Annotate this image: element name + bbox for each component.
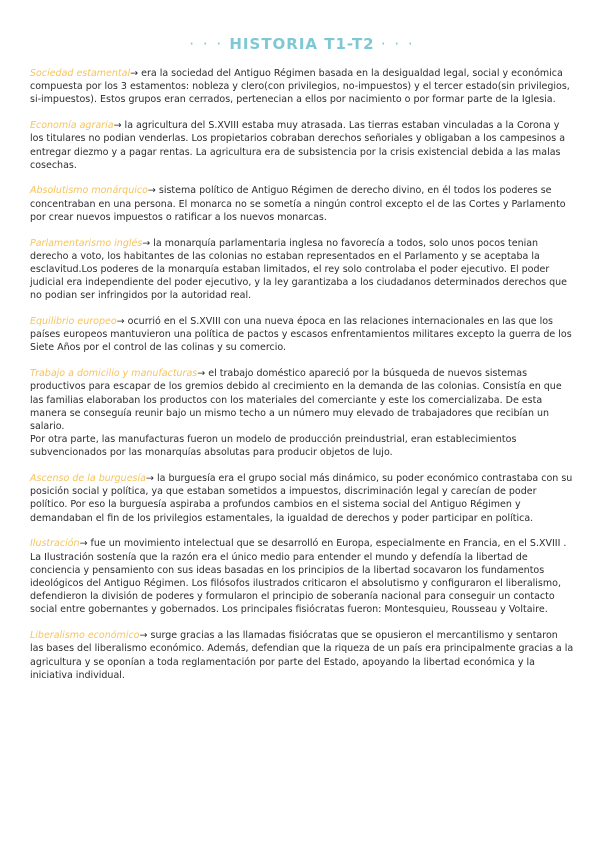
section-economia-agraria bbox=[30, 119, 574, 172]
section-text: la monarquía parlamentaria inglesa no favorecía a todos, solo unos pocos tenian derecho a voto, los habitantes de las colonias no estaban representados en el Parlamento y se aceptaba la esclavitud.Los poderes de la monarquía estaban limitados, el rey solo controlaba el poder ejecutivo. El poder judicial era independiente del poder ejecutivo, y la ley garantizaba a los ciudadanos determinados derechos que no podian ser infringidos por la autoridad real. bbox=[30, 237, 568, 302]
title-text: HISTORIA T1-T2 bbox=[229, 35, 375, 53]
section-term: Ascenso de la burguesía bbox=[30, 473, 146, 485]
section-term: Trabajo a domicilio y manufacturas bbox=[30, 368, 198, 380]
section-text: el trabajo doméstico apareció por la búsqueda de nuevos sistemas productivos para escapar de los gremios debido al crecimiento en la demanda de las colonias. Consistía en que las familias elaboraban los productos con los materiales del comerciante y este los comercializaba. De esta manera se conseguía reunir bajo un mismo techo a un número muy elevado de trabajadores que recibían un salario. bbox=[30, 368, 562, 432]
arrow-icon: → bbox=[79, 538, 88, 550]
section-term: Equilibrio europeo bbox=[30, 316, 117, 328]
title-dots-left: · · · bbox=[189, 35, 224, 53]
sections-list bbox=[30, 67, 574, 682]
section-parlamentarismo-ingles bbox=[30, 237, 574, 303]
arrow-icon: → bbox=[113, 120, 122, 132]
section-term: Absolutismo monárquico bbox=[30, 185, 148, 197]
section-term: Parlamentarismo inglés bbox=[30, 237, 143, 249]
section-term: Economía agraria bbox=[30, 120, 114, 132]
arrow-icon: → bbox=[139, 630, 148, 642]
section-absolutismo-monarquico bbox=[30, 184, 574, 224]
section-text-second-paragraph: Por otra parte, las manufacturas fueron un modelo de producción preindustrial, eran establecimientos subvencionados por las monarquías absolutas para producir objetos de lujo. bbox=[30, 434, 517, 459]
section-text: era la sociedad del Antiguo Régimen basada en la desigualdad legal, social y económica compuesta por los 3 estamentos: nobleza y clero(con privilegios, no-impuestos) y el tercer estado(sin privilegios, si-impuestos). Estos grupos eran cerrados, pertenecian a ellos por nacimiento o por formar parte de la Iglesia. bbox=[30, 68, 570, 106]
section-term: Ilustración bbox=[30, 538, 80, 550]
section-equilibrio-europeo bbox=[30, 315, 574, 355]
section-term: Sociedad estamental bbox=[30, 68, 131, 79]
title-dots-right: · · · bbox=[380, 35, 415, 53]
section-trabajo-domicilio-manufacturas bbox=[30, 367, 574, 459]
section-liberalismo-economico bbox=[30, 629, 574, 682]
arrow-icon: → bbox=[142, 237, 151, 249]
arrow-icon: → bbox=[197, 368, 206, 380]
section-text: la agricultura del S.XVIII estaba muy atrasada. Las tierras estaban vinculadas a la Corona y los titulares no podian venderlas. Los propietarios cobraban derechos señoriales y obligaban a los campesinos a entregar diezmo y a pagar rentas. La agricultura era de subsistencia por la crisis existencial debida a las malas cosechas. bbox=[30, 120, 566, 171]
section-ascenso-burguesia bbox=[30, 472, 574, 525]
section-ilustracion bbox=[30, 537, 574, 616]
section-text: la burguesía era el grupo social más dinámico, su poder económico contrastaba con su posición social y política, ya que estaban sometidos a impuestos, discriminación legal y carecían de poder político. Por eso la burguesía aspiraba a profundos cambios en el sistema social del Antiguo Régimen y demandaban el fin de los privilegios estamentales, la igualdad de derechos y poder participar en política. bbox=[30, 473, 573, 524]
arrow-icon: → bbox=[130, 68, 139, 79]
section-text: ocurrió en el S.XVIII con una nueva época en las relaciones internacionales en las que los países europeos mantuvieron una política de pactos y escasos enfrentamientos militares excepto la guerra de los Siete Años por el control de las colinas y su comercio. bbox=[30, 316, 572, 354]
arrow-icon: → bbox=[116, 316, 125, 328]
section-text: surge gracias a las llamadas fisiócratas que se opusieron el mercantilismo y sentaron las bases del liberalismo económico. Además, defendian que la riqueza de un país era principalmente gracias a la agricultura y se oponían a toda reglamentación por parte del Estado, apoyando la libertad económica y la iniciativa individual. bbox=[30, 630, 574, 681]
section-text: sistema político de Antiguo Régimen de derecho divino, en él todos los poderes se concentraban en una persona. El monarca no se sometía a ningún control excepto el de las Cortes y Parlamento por crear nuevos impuestos o ratificar a los nuevos monarcas. bbox=[30, 185, 566, 223]
section-sociedad-estamental bbox=[30, 67, 574, 107]
page-title bbox=[30, 0, 574, 55]
section-text: fue un movimiento intelectual que se desarrolló en Europa, especialmente en Francia, en el S.XVIII . La Ilustración sostenía que la razón era el único medio para entender el mundo y defendía la libertad de conciencia y pensamiento con sus ideas basadas en los principios de la libertad socavaron los fundamentos ideológicos del Antiguo Régimen. Los filósofos ilustrados criticaron el absolutismo y configuraron el liberalismo, defendieron la división de poderes y formularon el principio de soberanía nacional para conseguir un contacto social entre gobernantes y gobernados. Los principales fisiócratas fueron: Montesquieu, Rousseau y Voltaire. bbox=[30, 538, 567, 616]
section-term: Liberalismo económico bbox=[30, 630, 140, 642]
arrow-icon: → bbox=[145, 473, 154, 485]
arrow-icon: → bbox=[147, 185, 156, 197]
